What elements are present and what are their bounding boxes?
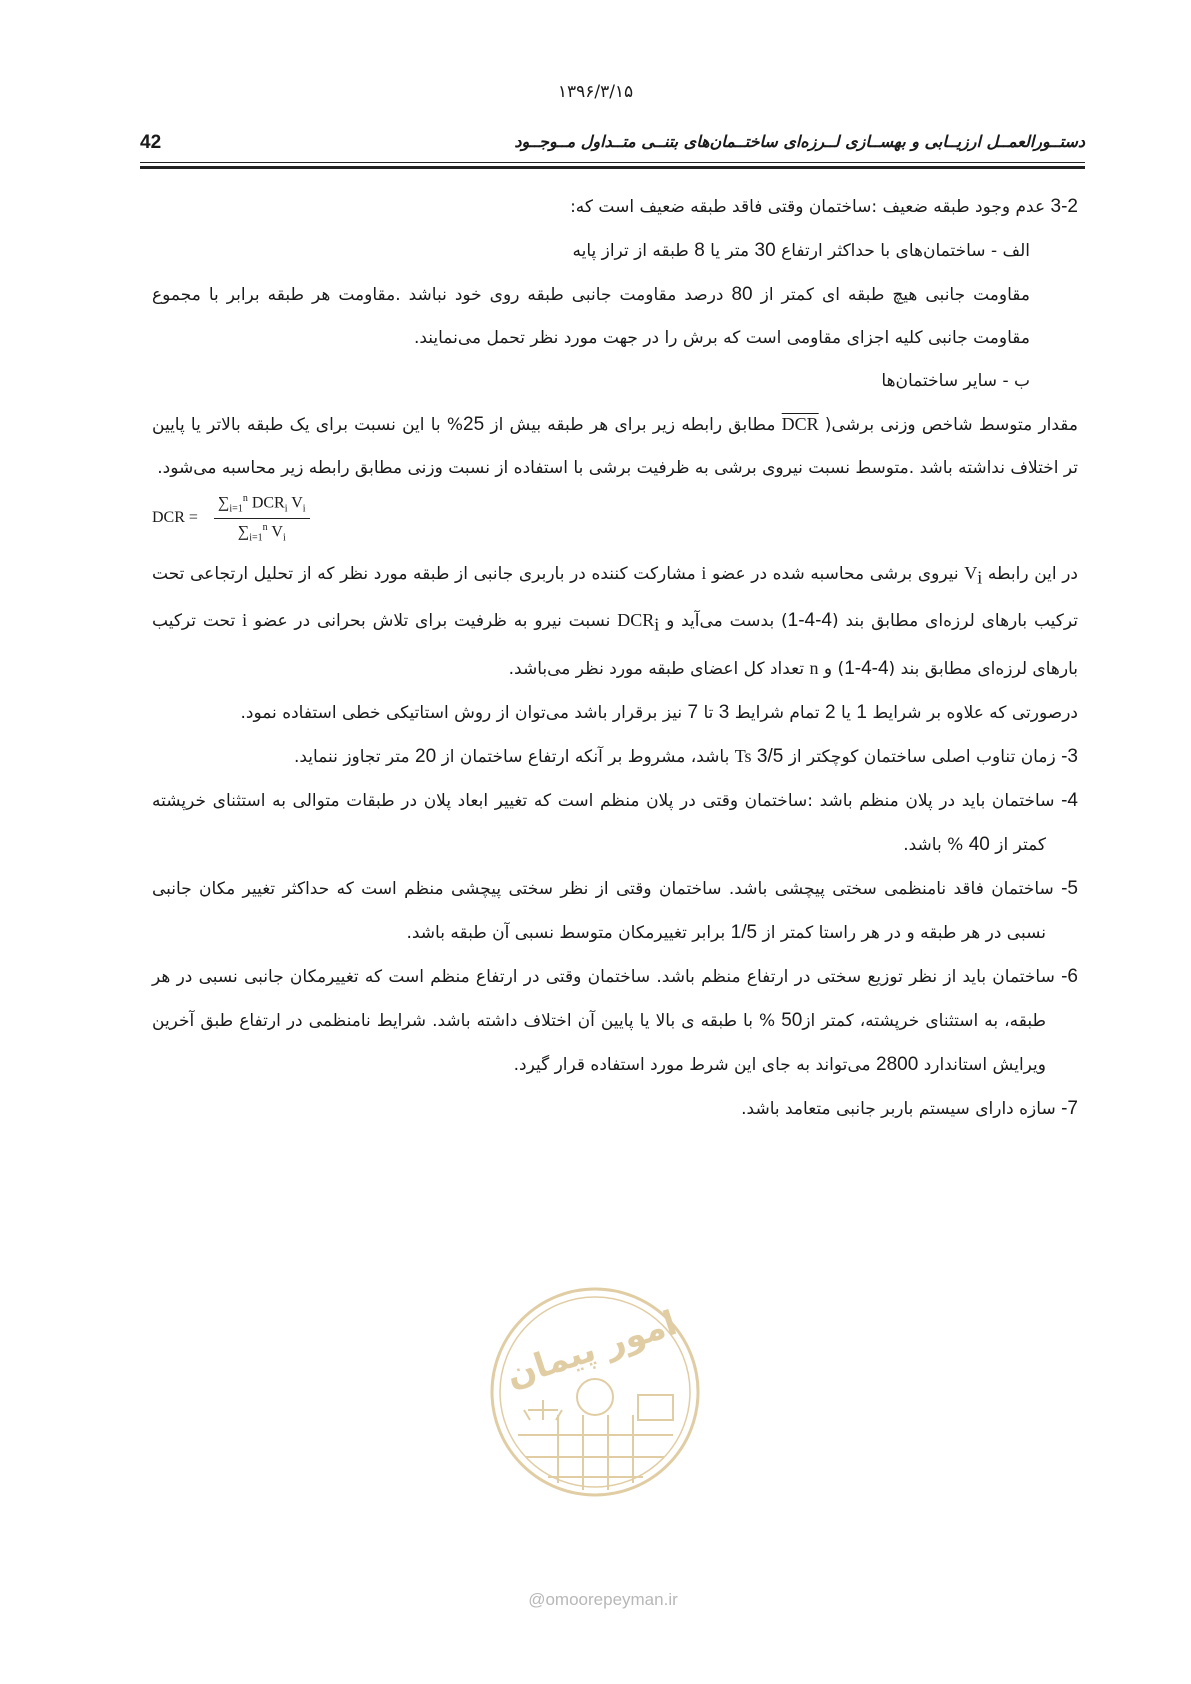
list-item-5: 5- ساختمان فاقد نامنظمی سختی پیچشی باشد. ساختمان وقتی از نظر سختی پیچشی منظم است که حداکثر تغییر مکان جانبی نسبی در هر طبقه و در هر راستا کمتر از 1/5 برابر تغییرمکان متوسط نسبی آن طبقه باشد. xyxy=(152,877,1078,943)
list-item-4: 4- ساختمان باید در پلان منظم باشد :ساختمان وقتی در پلان منظم است که تغییر ابعاد پلان در طبقات متوالی به استثنای خرپشته کمتر از 40 % باشد. xyxy=(152,789,1078,855)
subsection-alef-heading: الف - ساختمان‌های با حداکثر ارتفاع 30 متر یا 8 طبقه از تراز پایه xyxy=(572,240,1030,261)
watermark-logo-text: امور پیمان xyxy=(501,1303,682,1396)
list-item-3: 3- زمان تناوب اصلی ساختمان کوچکتر از 3/5 Ts باشد، مشروط بر آنکه ارتفاع ساختمان از 20 متر تجاوز ننماید. xyxy=(293,745,1078,767)
list-item-6: 6- ساختمان باید از نظر توزیع سختی در ارتفاع منظم باشد. ساختمان وقتی در ارتفاع منظم است که تغییرمکان جانبی نسبی در هر طبقه، به استثنای خرپشته، کمتر از50 % با طبقه ی بالا یا پایین آن اختلاف داشته باشد. شرایط نامنظمی در ارتفاع طبق آخرین ویرایش استاندارد 2800 می‌تواند به جای این شرط مورد استفاده قرار گیرد. xyxy=(152,965,1078,1075)
header-rule-thin xyxy=(140,162,1085,163)
watermark-logo xyxy=(488,1285,703,1500)
subsection-be-body: مقدار متوسط شاخص وزنی برشی( $\overline{DCR}$ مطابق رابطه زیر برای هر طبقه بیش از 25% با این نسبت برای یک طبقه بالاتر یا پایین تر اختلاف نداشته باشد .متوسط نسبت نیروی برشی به ظرفیت برشی با استفاده از نسبت وزنی مطابق رابطه زیر محاسبه می‌شود. xyxy=(152,414,1078,478)
formula-fraction xyxy=(214,494,310,543)
formula-lhs: DCR = xyxy=(152,509,198,526)
formula-numerator: $\sum_{i=1}^n$ $DCR_i$ $V_i$ xyxy=(214,494,310,519)
list-item-7: 7- سازه دارای سیستم باربر جانبی متعامد باشد. xyxy=(741,1097,1078,1119)
formula-explanation: در این رابطه $V_i$ نیروی برشی محاسبه شده در عضو i مشارکت کننده در باربری جانبی از طبقه مورد نظر که از تحلیل ارتجاعی تحت ترکیب بارهای لرزه‌ای مطابق بند (1-4-4) بدست می‌آید و $DCR_i$ نسبت نیرو به ظرفیت برای تلاش بحرانی در عضو i تحت ترکیب بارهای لرزه‌ای مطابق بند (1-4-4) و n تعداد کل اعضای طبقه مورد نظر می‌باشد. xyxy=(152,563,1079,679)
linear-static-condition: درصورتی که علاوه بر شرایط 1 یا 2 تمام شرایط 3 تا 7 نیز برقرار باشد می‌توان از روش استاتیکی خطی استفاده نمود. xyxy=(240,701,1078,723)
subsection-alef-body: مقاومت جانبی هیچ طبقه ای کمتر از 80 درصد مقاومت جانبی طبقه روی خود نباشد .مقاومت هر طبقه برابر با مجموع مقاومت جانبی کلیه اجزای مقاومی است که برش را در جهت مورد نظر تحمل می‌نمایند. xyxy=(152,284,1030,348)
page-number: 42 xyxy=(140,132,162,153)
header-rule-thick xyxy=(140,166,1085,169)
page-header xyxy=(140,128,1085,162)
dcr-formula xyxy=(152,490,1078,552)
formula-denominator: $\sum_{i=1}^n$ $V_i$ xyxy=(237,521,286,544)
document-body xyxy=(152,185,1078,1131)
subsection-be-heading: ب - سایر ساختمان‌ها xyxy=(881,371,1030,391)
running-title: دستــورالعمــل ارزیــابی و بهســازی لــرزه‌ای ساختــمان‌های بتنــی متــداول مــوجــود xyxy=(514,132,1085,151)
section-3-2-heading: 3-2 عدم وجود طبقه ضعیف :ساختمان وقتی فاقد طبقه ضعیف است که: xyxy=(570,196,1078,217)
document-date: ۱۳۹۶/۳/۱۵ xyxy=(557,82,634,102)
watermark-url: @omoorepeyman.ir xyxy=(528,1590,678,1609)
